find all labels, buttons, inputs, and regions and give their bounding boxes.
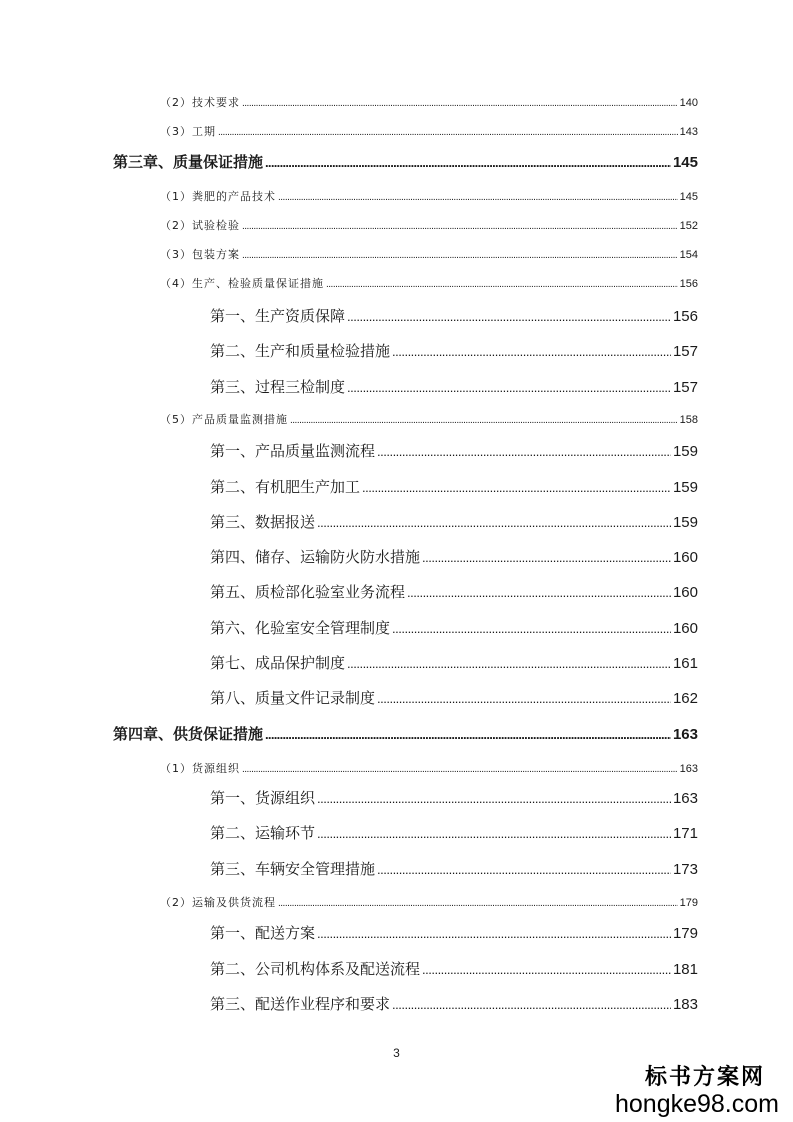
toc-entry-page: 183: [672, 996, 698, 1013]
dot-leader: [242, 222, 678, 232]
dot-leader: [290, 416, 678, 426]
dot-leader: [347, 310, 671, 323]
toc-entry-title: 第一、配送方案: [210, 924, 316, 942]
toc-entry-page: 160: [672, 584, 698, 601]
toc-entry-title: 第二、生产和质量检验措施: [210, 342, 391, 360]
toc-entry-page: 154: [679, 249, 698, 261]
toc-entry-title: 第三、过程三检制度: [210, 378, 346, 396]
toc-entry-page: 179: [672, 925, 698, 942]
toc-entry-page: 161: [672, 655, 698, 672]
toc-entry[interactable]: [210, 444, 698, 459]
toc-entry[interactable]: [210, 962, 698, 977]
dot-leader: [377, 692, 671, 705]
dot-leader: [317, 827, 671, 840]
toc-entry[interactable]: [210, 515, 698, 530]
toc-entry-title: （3）包装方案: [160, 248, 240, 261]
page-number: 3: [393, 1046, 400, 1060]
toc-entry[interactable]: [210, 380, 698, 395]
watermark-url: hongke98.com: [614, 1090, 779, 1118]
toc-entry[interactable]: [160, 249, 698, 261]
toc-entry[interactable]: [160, 763, 698, 775]
toc-entry-page: 162: [672, 690, 698, 707]
toc-entry-page: 171: [672, 825, 698, 842]
toc-entry-page: 158: [679, 414, 698, 426]
toc-entry-title: （4）生产、检验质量保证措施: [160, 277, 324, 290]
toc-entry[interactable]: [210, 309, 698, 324]
dot-leader: [407, 586, 671, 599]
toc-entry-page: 157: [672, 343, 698, 360]
toc-entry[interactable]: [210, 826, 698, 841]
toc-entry-title: 第八、质量文件记录制度: [210, 689, 376, 707]
toc-entry[interactable]: [210, 691, 698, 706]
toc-entry-title: 第一、货源组织: [210, 789, 316, 807]
toc-entry[interactable]: [160, 126, 698, 138]
toc-entry-title: （2）试验检验: [160, 219, 240, 232]
toc-chapter-entry[interactable]: [113, 155, 698, 170]
toc-entry-page: 140: [679, 97, 698, 109]
toc-entry-title: （2）运输及供货流程: [160, 896, 276, 909]
toc-entry-title: 第七、成品保护制度: [210, 654, 346, 672]
toc-entry[interactable]: [210, 621, 698, 636]
toc-entry-page: 163: [672, 790, 698, 807]
toc-entry-title: 第一、产品质量监测流程: [210, 442, 376, 460]
toc-entry-title: 第二、有机肥生产加工: [210, 478, 361, 496]
toc-entry-title: 第三、配送作业程序和要求: [210, 995, 391, 1013]
toc-chapter-entry[interactable]: [113, 727, 698, 742]
toc-entry-title: （1）粪肥的产品技术: [160, 190, 276, 203]
toc-entry-page: 157: [672, 379, 698, 396]
toc-entry-title: 第二、公司机构体系及配送流程: [210, 960, 421, 978]
toc-entry-title: 第四、储存、运输防火防水措施: [210, 548, 421, 566]
toc-entry-page: 160: [672, 549, 698, 566]
toc-entry[interactable]: [160, 278, 698, 290]
toc-entry[interactable]: [210, 550, 698, 565]
dot-leader: [242, 251, 678, 261]
toc-entry-page: 145: [679, 191, 698, 203]
toc-entry-title: 第一、生产资质保障: [210, 307, 346, 325]
toc-entry-page: 160: [672, 620, 698, 637]
toc-entry-page: 156: [679, 278, 698, 290]
dot-leader: [317, 927, 671, 940]
dot-leader: [422, 551, 671, 564]
toc-entry[interactable]: [160, 414, 698, 426]
toc-entry-title: 第三章、质量保证措施: [113, 153, 264, 171]
dot-leader: [242, 765, 678, 775]
toc-entry[interactable]: [210, 480, 698, 495]
toc-entry-title: （3）工期: [160, 125, 216, 138]
toc-entry-page: 143: [679, 126, 698, 138]
dot-leader: [242, 99, 678, 109]
dot-leader: [265, 156, 671, 169]
dot-leader: [218, 128, 678, 138]
toc-entry-page: 181: [672, 961, 698, 978]
toc-entry[interactable]: [210, 791, 698, 806]
toc-entry[interactable]: [210, 585, 698, 600]
toc-entry[interactable]: [210, 997, 698, 1012]
dot-leader: [317, 516, 671, 529]
dot-leader: [362, 481, 671, 494]
toc-entry-title: （2）技术要求: [160, 96, 240, 109]
dot-leader: [265, 728, 671, 741]
toc-entry-page: 179: [679, 897, 698, 909]
toc-entry-title: （5）产品质量监测措施: [160, 413, 288, 426]
dot-leader: [347, 657, 671, 670]
dot-leader: [377, 445, 671, 458]
toc-entry[interactable]: [210, 656, 698, 671]
toc-entry-page: 173: [672, 861, 698, 878]
toc-entry-page: 163: [672, 726, 698, 743]
site-watermark: [615, 1066, 779, 1117]
toc-entry-page: 145: [672, 154, 698, 171]
dot-leader: [317, 792, 671, 805]
toc-entry[interactable]: [160, 220, 698, 232]
toc-entry[interactable]: [160, 191, 698, 203]
dot-leader: [278, 193, 678, 203]
toc-entry-title: 第四章、供货保证措施: [113, 725, 264, 743]
toc-entry-title: 第三、数据报送: [210, 513, 316, 531]
toc-entry-title: 第二、运输环节: [210, 824, 316, 842]
toc-entry-page: 156: [672, 308, 698, 325]
dot-leader: [392, 998, 671, 1011]
toc-entry-page: 159: [672, 514, 698, 531]
toc-entry[interactable]: [210, 344, 698, 359]
toc-entry[interactable]: [210, 862, 698, 877]
toc-entry[interactable]: [210, 926, 698, 941]
toc-entry[interactable]: [160, 897, 698, 909]
toc-entry-title: （1）货源组织: [160, 762, 240, 775]
toc-entry-page: 152: [679, 220, 698, 232]
dot-leader: [392, 622, 671, 635]
dot-leader: [347, 381, 671, 394]
toc-entry-title: 第三、车辆安全管理措施: [210, 860, 376, 878]
dot-leader: [377, 863, 671, 876]
dot-leader: [278, 899, 678, 909]
toc-entry-page: 159: [672, 479, 698, 496]
watermark-title: 标书方案网: [644, 1064, 765, 1090]
toc-entry-page: 159: [672, 443, 698, 460]
toc-entry-page: 163: [679, 763, 698, 775]
dot-leader: [392, 345, 671, 358]
toc-entry-title: 第六、化验室安全管理制度: [210, 619, 391, 637]
dot-leader: [326, 280, 678, 290]
toc-entry[interactable]: [160, 97, 698, 109]
toc-entry-title: 第五、质检部化验室业务流程: [210, 583, 406, 601]
dot-leader: [422, 963, 671, 976]
